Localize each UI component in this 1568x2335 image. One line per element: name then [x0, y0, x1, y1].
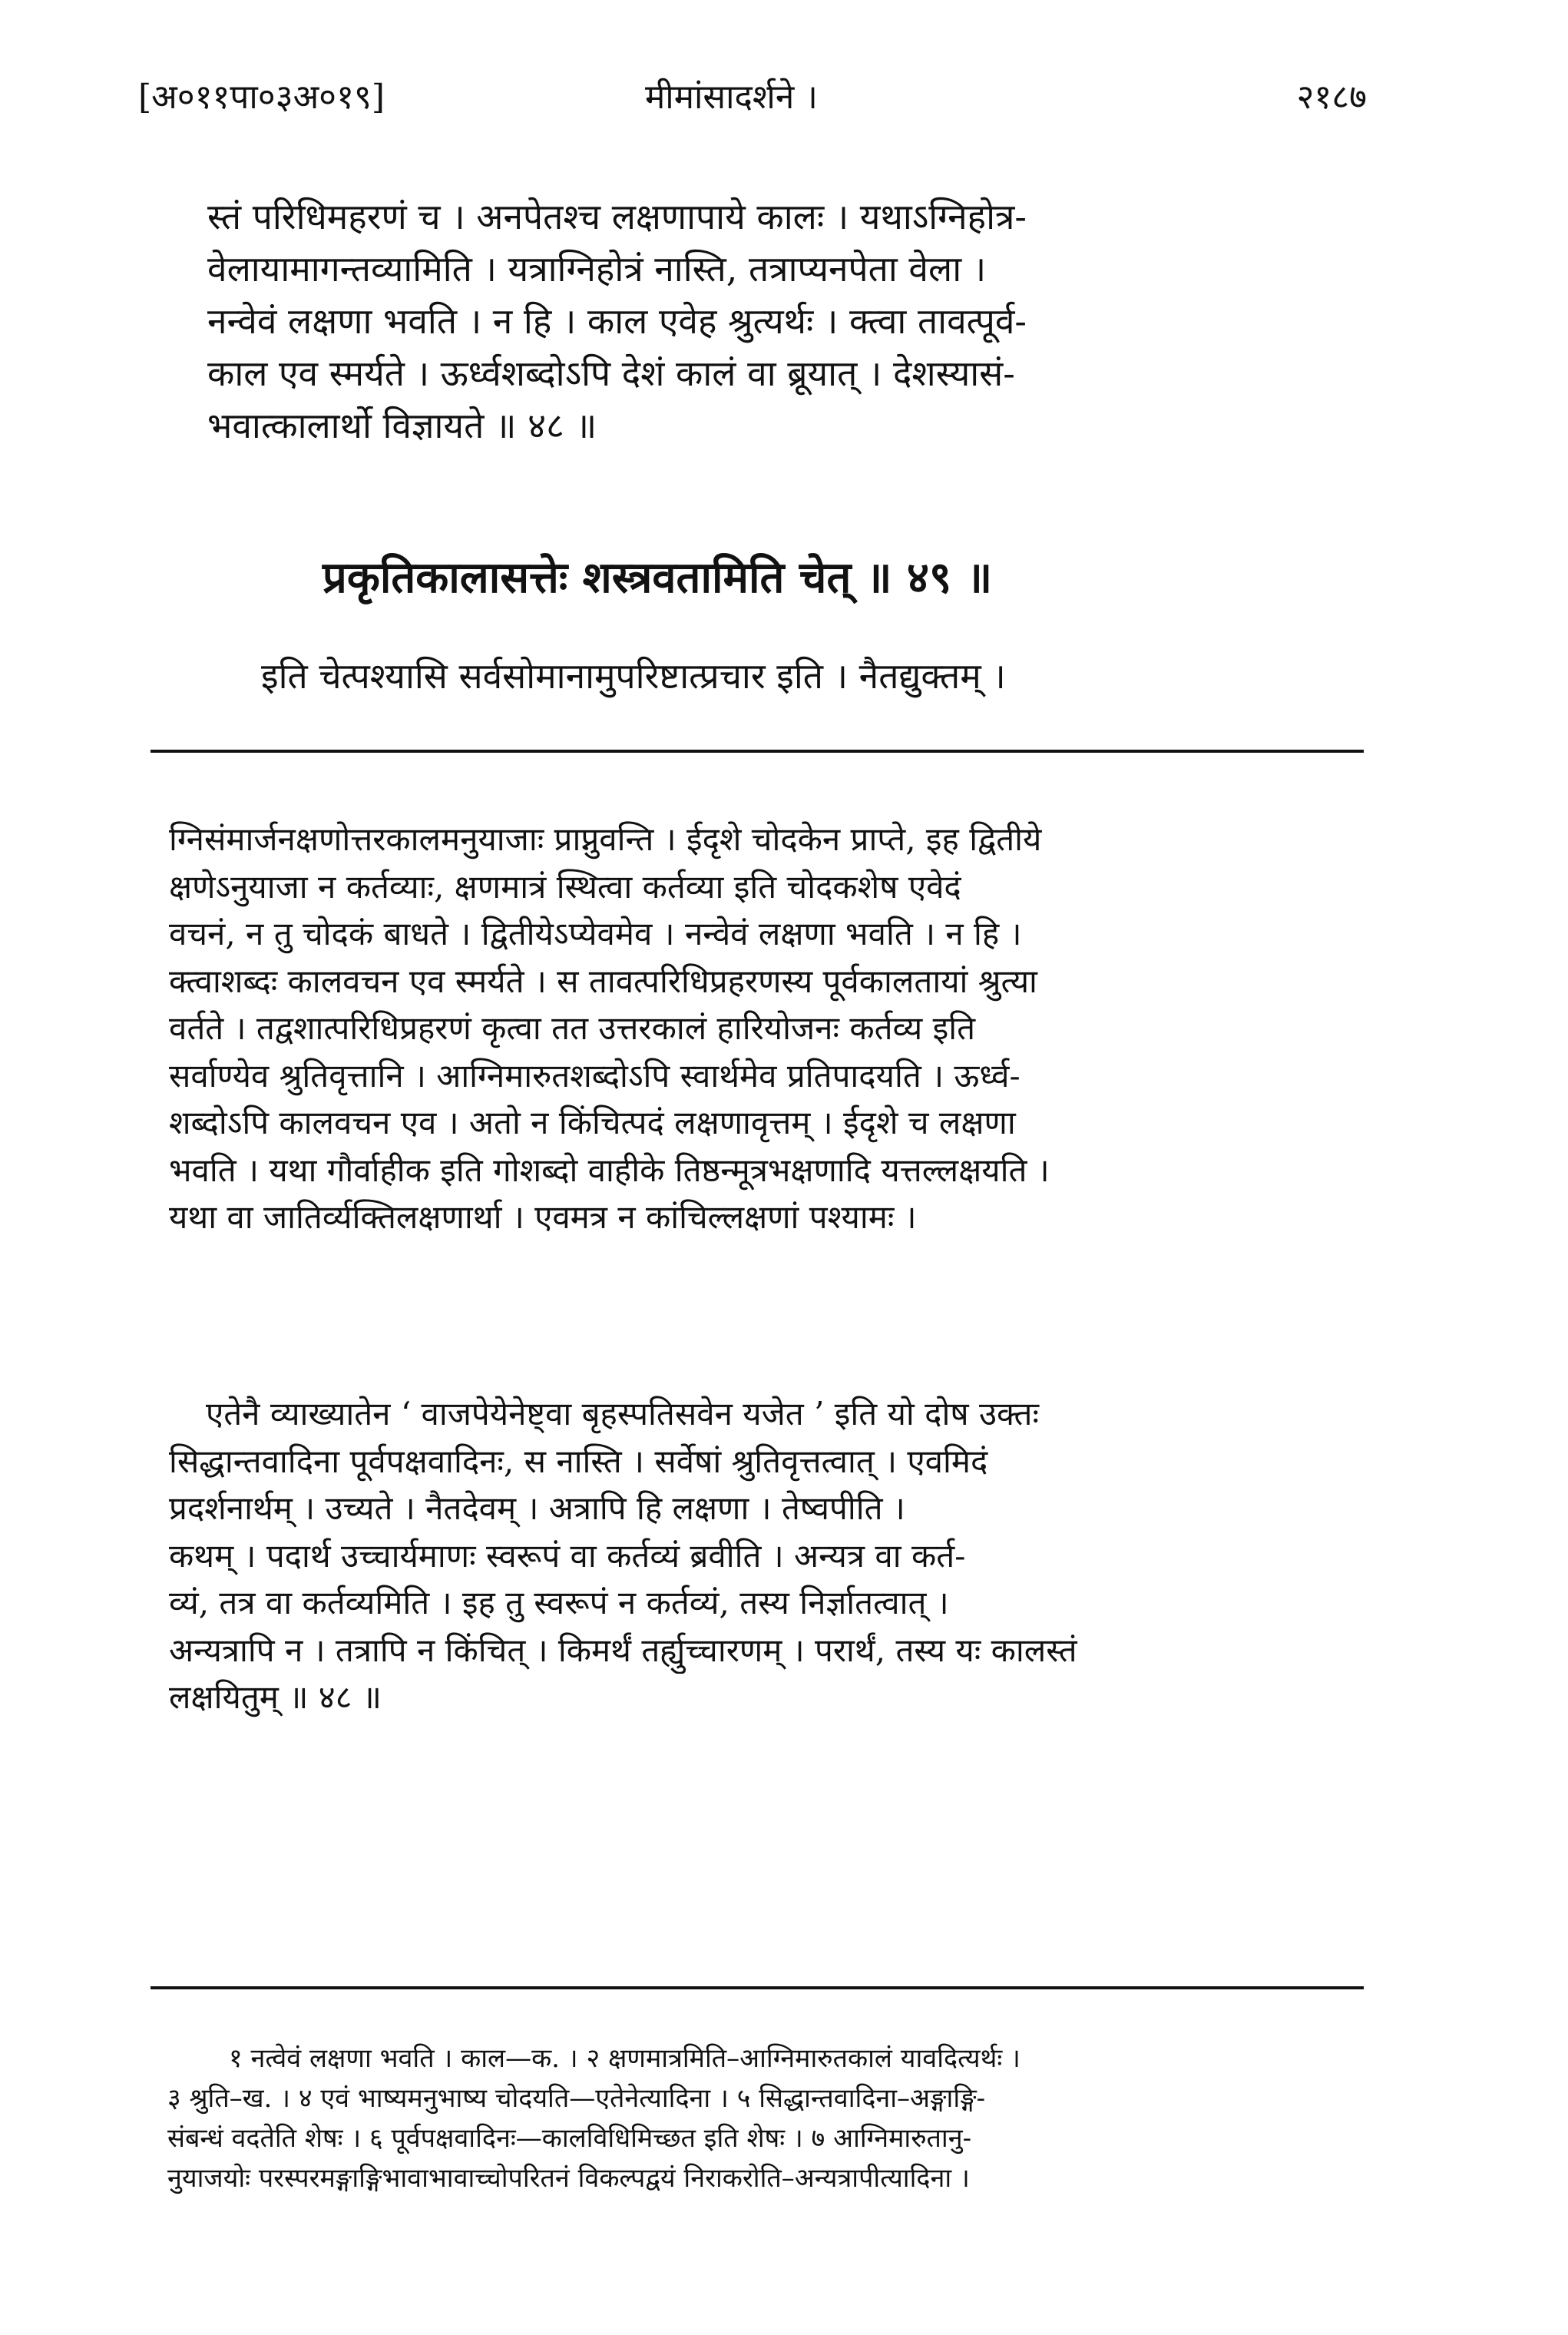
text-line: काल एव स्मर्यते । ऊर्ध्वशब्दोऽपि देशं कालं वा ब्रूयात् । देशस्यासं-	[207, 353, 1015, 394]
text-line: एतेनै व्याख्यातेन ‘ वाजपेयेनेष्ट्वा बृहस्पतिसवेन यजेत ’ इति यो दोष उक्तः	[206, 1395, 1039, 1432]
text-line: शब्दोऽपि कालवचन एव । अतो न किंचित्पदं लक्षणावृत्तम् । ईदृशे च लक्षणा	[169, 1104, 1016, 1141]
footnote-line: १ नत्वेवं लक्षणा भवति । काल—क. । २ क्षणमात्रमिति–आग्निमारुतकालं यावदित्यर्थः ।	[229, 2043, 1021, 2074]
footnote-divider	[151, 1986, 1364, 1989]
sutra-heading: प्रकृतिकालासत्तेः शस्त्रवतामिति चेत् ॥ ४९ ॥	[323, 552, 993, 603]
text-line: व्यं, तत्र वा कर्तव्यमिति । इह तु स्वरूपं न कर्तव्यं, तस्य निर्ज्ञातत्वात् ।	[169, 1584, 949, 1621]
footnote-line: संबन्धं वदतेति शेषः । ६ पूर्वपक्षवादिनः—कालविधिमिच्छत इति शेषः । ७ आग्निमारुतानु-	[167, 2123, 972, 2154]
text-line: वर्तते । तद्वशात्परिधिप्रहरणं कृत्वा तत उत्तरकालं हारियोजनः कर्तव्य इति	[169, 1009, 976, 1047]
text-line: नन्वेवं लक्षणा भवति । न हि । काल एवेह श्रुत्यर्थः । क्त्वा तावत्पूर्व-	[207, 300, 1027, 342]
footnote-line: ३ श्रुति–ख. । ४ एवं भाष्यमनुभाष्य चोदयति—एतेनेत्यादिना । ५ सिद्धान्तवादिना–अङ्गाङ्गि-	[167, 2083, 986, 2114]
text-line: वचनं, न तु चोदकं बाधते । द्वितीयेऽप्येवमेव । नन्वेवं लक्षणा भवति । न हि ।	[169, 915, 1022, 952]
text-line: यथा वा जातिर्व्यक्तिलक्षणार्था । एवमत्र न कांचिल्लक्षणां पश्यामः ।	[169, 1198, 917, 1236]
footnotes	[167, 2039, 1365, 2198]
running-title: मीमांसादर्शने ।	[645, 78, 818, 117]
bhashya-continuation	[207, 190, 1359, 452]
text-line: सिद्धान्तवादिना पूर्वपक्षवादिनः, स नास्ति । सर्वेषां श्रुतिवृत्तत्वात् । एवमिदं	[169, 1442, 988, 1480]
text-line: अन्यत्रापि न । तत्रापि न किंचित् । किमर्थं तर्ह्युच्चारणम् । परार्थं, तस्य यः कालस्तं	[169, 1631, 1077, 1669]
text-line: भवति । यथा गौर्वाहीक इति गोशब्दो वाहीके तिष्ठन्मूत्रभक्षणादि यत्तल्लक्षयति ।	[169, 1151, 1050, 1189]
text-line: स्तं परिधिमहरणं च । अनपेतश्च लक्षणापाये कालः । यथाऽग्निहोत्र-	[207, 196, 1027, 237]
commentary-paragraph-2	[169, 1390, 1367, 1721]
text-line: कथम् । पदार्थ उच्चार्यमाणः स्वरूपं वा कर्तव्यं ब्रवीति । अन्यत्र वा कर्त-	[169, 1536, 966, 1575]
divider	[151, 750, 1364, 753]
footnote-line: नुयाजयोः परस्परमङ्गाङ्गिभावाभावाच्चोपरितनं विकल्पद्वयं निराकरोति–अन्यत्रापीत्यादिना ।	[167, 2163, 970, 2194]
text-line: ग्निसंमार्जनक्षणोत्तरकालमनुयाजाः प्राप्नुवन्ति । ईदृशे चोदकेन प्राप्ते, इह द्वितीये	[169, 820, 1042, 858]
text-line: क्षणेऽनुयाजा न कर्तव्याः, क्षणमात्रं स्थित्वा कर्तव्या इति चोदकशेष एवेदं	[169, 867, 961, 906]
text-line: वेलायामागन्तव्यामिति । यत्राग्निहोत्रं नास्ति, तत्राप्यनपेता वेला ।	[207, 248, 987, 290]
section-reference: [अ०११पा०३अ०१९]	[138, 78, 385, 117]
text-line: सर्वाण्येव श्रुतिवृत्तानि । आग्निमारुतशब्दोऽपि स्वार्थमेव प्रतिपादयति । ऊर्ध्व-	[169, 1056, 1021, 1095]
text-line: लक्षयितुम् ॥ ४८ ॥	[169, 1678, 382, 1716]
text-line: प्रदर्शनार्थम् । उच्यते । नैतदेवम् । अत्रापि हि लक्षणा । तेष्वपीति ।	[169, 1489, 905, 1527]
page-header	[138, 72, 1367, 134]
commentary-paragraph-1	[169, 816, 1367, 1241]
sutra-gloss: इति चेत्पश्यासि सर्वसोमानामुपरिष्टात्प्रचार इति । नैतद्युक्तम् ।	[261, 655, 1006, 697]
text-line: क्त्वाशब्दः कालवचन एव स्मर्यते । स तावत्परिधिप्रहरणस्य पूर्वकालतायां श्रुत्या	[169, 962, 1037, 1000]
text-line: भवात्कालार्थो विज्ञायते ॥ ४८ ॥	[207, 405, 597, 446]
page-number: २१८७	[1296, 78, 1367, 117]
